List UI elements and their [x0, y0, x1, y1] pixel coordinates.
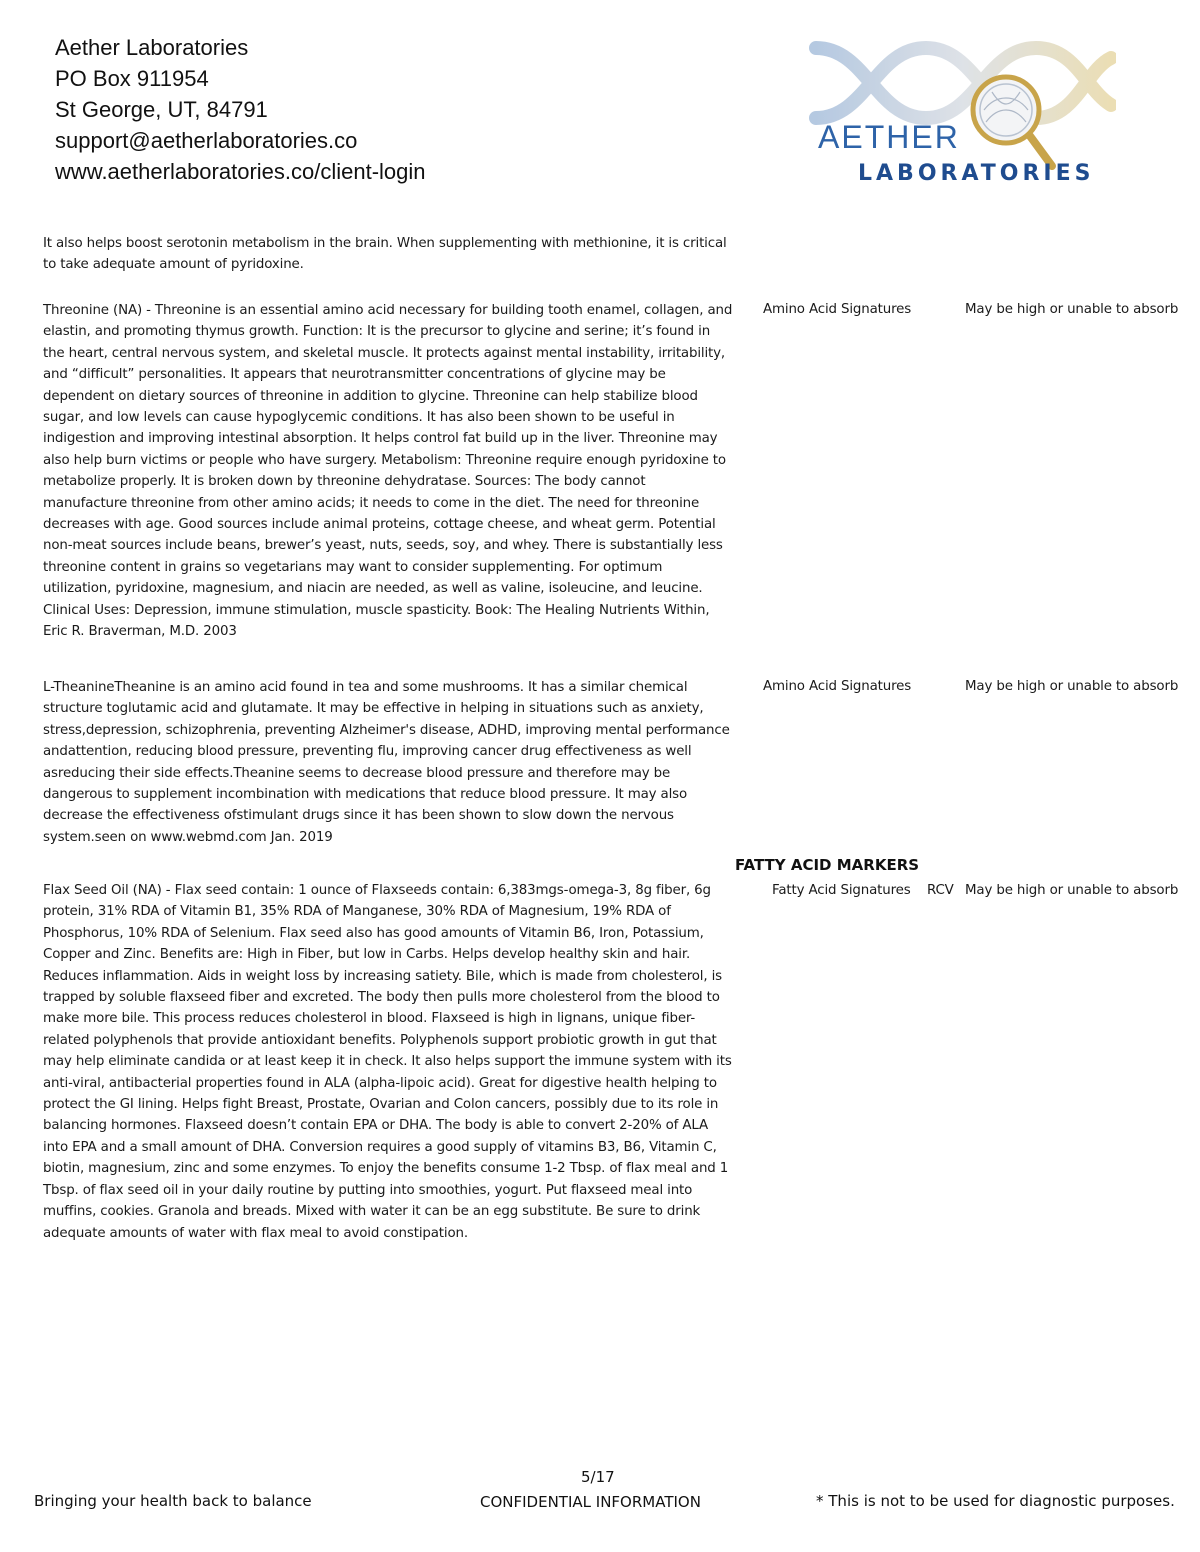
theanine-category: Amino Acid Signatures: [763, 679, 912, 694]
aether-laboratories-logo: [806, 30, 1116, 190]
dna-helix-icon: [816, 48, 1111, 118]
footer-disclaimer: * This is not to be used for diagnostic purposes.: [816, 1492, 1175, 1510]
threonine-category: Amino Acid Signatures: [763, 302, 912, 317]
theanine-description: L-TheanineTheanine is an amino acid found in tea and some mushrooms. It has a similar chemical structure toglutamic acid and glutamate. It may be effective in helping in situations such as anxiety, stress,depression, schizophrenia, preventing Alzheimer's disease, ADHD, improving mental performance andattention, reducing blood pressure, preventing flu, improving cancer drug effectiveness as well asreducing their side effects.Theanine seems to decrease blood pressure and therefore may be dangerous to supplement incombination with medications that reduce blood pressure. It may also decrease the effectiveness ofstimulant drugs since it has been shown to slow down the nervous system.seen on www.webmd.com Jan. 2019: [43, 680, 730, 845]
flax-seed-oil-category: Fatty Acid Signatures: [772, 883, 911, 898]
intro-paragraph: It also helps boost serotonin metabolism in the brain. When supplementing with methionine, it is critical to take adequate amount of pyridoxine.: [43, 236, 727, 273]
fatty-acid-markers-heading: FATTY ACID MARKERS: [735, 856, 920, 874]
client-login-url[interactable]: www.aetherlaboratories.co/client-login: [55, 159, 426, 184]
city-state-zip: St George, UT, 84791: [55, 97, 268, 122]
logo-word-laboratories: LABORATORIES: [858, 161, 1095, 186]
footer-confidential: CONFIDENTIAL INFORMATION: [480, 1493, 701, 1511]
po-box: PO Box 911954: [55, 66, 209, 91]
support-email[interactable]: support@aetherlaboratories.co: [55, 128, 358, 153]
company-address-block: [55, 32, 426, 187]
threonine-status: May be high or unable to absorb: [965, 302, 1179, 317]
footer-tagline: Bringing your health back to balance: [34, 1492, 312, 1510]
page-number: 5/17: [581, 1468, 615, 1486]
company-name: Aether Laboratories: [55, 35, 249, 60]
threonine-description: Threonine (NA) - Threonine is an essential amino acid necessary for building tooth enamel, collagen, and elastin, and promoting thymus growth. Function: It is the precursor to glycine and serine; it’s found in the heart, central nervous system, and skeletal muscle. It protects against mental instability, irritability, and “difficult” personalities. It appears that neurotransmitter concentrations of glycine may be dependent on dietary sources of threonine in addition to glycine. Threonine can help stabilize blood sugar, and low levels can cause hypoglycemic conditions. It has also been shown to be useful in indigestion and improving intestinal absorption. It helps control fat build up in the liver. Threonine may also help burn victims or people who have surgery. Metabolism: Threonine require enough pyridoxine to metabolize properly. It is broken down by threonine dehydratase. Sources: The body cannot manufacture threonine from other amino acids; it needs to come in the diet. The need for threonine decreases with age. Good sources include animal proteins, cottage cheese, and wheat germ. Potential non-meat sources include beans, brewer’s yeast, nuts, seeds, soy, and whey. There is substantially less threonine content in grains so vegetarians may want to consider supplementing. For optimum utilization, pyridoxine, magnesium, and niacin are needed, as well as valine, isoleucine, and leucine. Clinical Uses: Depression, immune stimulation, muscle spasticity. Book: The Healing Nutrients Within, Eric R. Braverman, M.D. 2003: [43, 303, 733, 640]
flax-seed-oil-description: Flax Seed Oil (NA) - Flax seed contain: 1 ounce of Flaxseeds contain: 6,383mgs-omega-3, 8g fiber, 6g protein, 31% RDA of Vitamin B1, 35% RDA of Manganese, 30% RDA of Magnesium, 19% RDA of Phosphorus, 10% RDA of Selenium. Flax seed also has good amounts of Vitamin B6, Iron, Potassium, Copper and Zinc. Benefits are: High in Fiber, but low in Carbs. Helps develop healthy skin and hair. Reduces inflammation. Aids in weight loss by increasing satiety. Bile, which is made from cholesterol, is trapped by soluble flaxseed fiber and excreted. The body then pulls more cholesterol from the blood to make more bile. This process reduces cholesterol in blood. Flaxseed is high in lignans, unique fiber-related polyphenols that provide antioxidant benefits. Polyphenols support probiotic growth in gut that may help eliminate candida or at least keep it in check. It also helps support the immune system with its anti-viral, antibacterial properties found in ALA (alpha-lipoic acid). Great for digestive health helping to protect the GI lining. Helps fight Breast, Prostate, Ovarian and Colon cancers, possibly due to its role in balancing hormones. Flaxseed doesn’t contain EPA or DHA. The body is able to convert 2-20% of ALA into EPA and a small amount of DHA. Conversion requires a good supply of vitamins B3, B6, Vitamin C, biotin, magnesium, zinc and some enzymes. To enjoy the benefits consume 1-2 Tbsp. of flax meal and 1 Tbsp. of flax seed oil in your daily routine by putting into smoothies, yogurt. Put flaxseed meal into muffins, cookies. Granola and breads. Mixed with water it can be an egg substitute. Be sure to drink adequate amounts of water with flax meal to avoid constipation.: [43, 883, 732, 1241]
flax-seed-oil-status: May be high or unable to absorb: [965, 883, 1179, 898]
theanine-status: May be high or unable to absorb: [965, 679, 1179, 694]
logo-word-aether: AETHER: [818, 119, 960, 155]
flax-seed-oil-code: RCV: [927, 883, 954, 898]
